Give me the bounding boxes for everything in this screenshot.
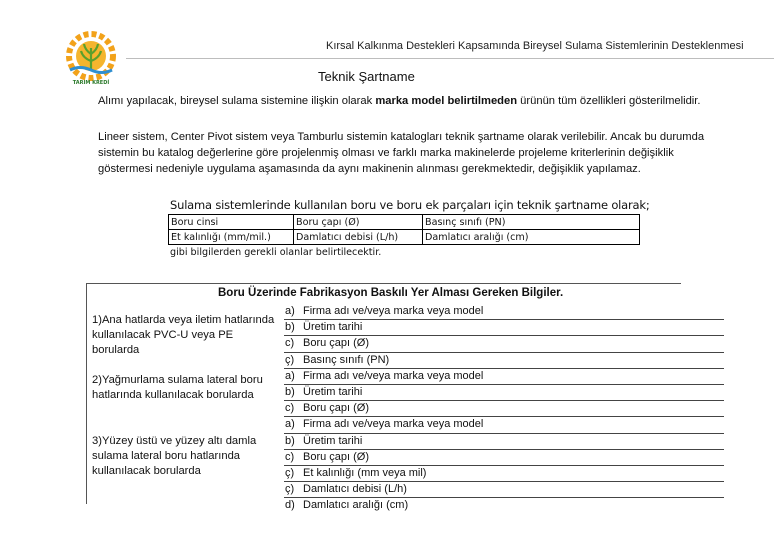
item-marker: ç) (285, 483, 295, 496)
spec-cell: Damlatıcı aralığı (cm) (423, 230, 640, 245)
list-item (284, 336, 724, 352)
spec-note: gibi bilgilerden gerekli olanlar belirtilecektir. (170, 247, 382, 258)
table-row (169, 215, 640, 230)
pipe-group-label: 1)Ana hatlarda veya iletim hatlarında kullanılacak PVC-U veya PE borularda (92, 314, 275, 356)
list-item (284, 353, 724, 369)
item-marker: ç) (285, 353, 295, 366)
list-item (284, 320, 724, 336)
table-row (169, 230, 640, 245)
item-marker: a) (285, 369, 295, 382)
paragraph1-bold: marka model belirtilmeden (375, 95, 518, 107)
item-marker: c) (285, 337, 295, 350)
item-marker: b) (285, 321, 295, 334)
item-text: Boru çapı (Ø) (303, 337, 370, 350)
header-divider (126, 58, 774, 59)
spec-cell: Damlatıcı debisi (L/h) (294, 230, 423, 245)
list-item (284, 482, 724, 498)
item-text: Damlatıcı aralığı (cm) (303, 499, 409, 512)
item-text: Üretim tarihi (303, 385, 363, 398)
item-text: Boru çapı (Ø) (303, 450, 370, 463)
paragraph-brand-requirement (98, 93, 718, 109)
spec-cell: Basınç sınıfı (PN) (423, 215, 640, 230)
list-item (284, 417, 724, 433)
spec-table (168, 214, 640, 245)
item-text: Boru çapı (Ø) (303, 402, 370, 415)
paragraph1-text: Alımı yapılacak, bireysel sulama sistemine ilişkin olarak (98, 95, 376, 107)
paragraph1-text-end: ürünün tüm özellikleri gösterilmelidir. (517, 95, 701, 107)
item-text: Et kalınlığı (mm veya mil) (303, 466, 427, 479)
item-text: Firma adı ve/veya marka veya model (303, 305, 484, 317)
list-item (284, 304, 724, 320)
spec-heading: Sulama sistemlerinde kullanılan boru ve boru ek parçaları için teknik şartname olarak; (170, 198, 650, 212)
item-text: Firma adı ve/veya marka veya model (303, 418, 484, 431)
spec-cell: Boru cinsi (169, 215, 294, 230)
item-marker: b) (285, 385, 295, 398)
header-title: Kırsal Kalkınma Destekleri Kapsamında Bireysel Sulama Sistemlerinin Desteklenmesi (326, 40, 744, 52)
item-marker: b) (285, 434, 295, 447)
item-marker: c) (285, 450, 295, 463)
list-item (284, 401, 724, 417)
item-text: Üretim tarihi (303, 434, 363, 447)
list-item (284, 498, 724, 513)
list-item (284, 369, 724, 385)
list-item (284, 466, 724, 482)
spec-cell: Boru çapı (Ø) (294, 215, 423, 230)
item-text: Firma adı ve/veya marka veya model (303, 369, 484, 382)
item-marker: c) (285, 402, 295, 415)
list-item (284, 434, 724, 450)
spec-cell: Et kalınlığı (mm/mil.) (169, 230, 294, 245)
labeling-requirements-list (284, 304, 724, 513)
item-marker: a) (285, 418, 295, 431)
item-text: Damlatıcı debisi (L/h) (303, 483, 407, 496)
pipe-group-label: 3)Yüzey üstü ve yüzey altı damla sulama lateral boru hatlarında kullanılacak borularda (92, 435, 257, 477)
document-title: Teknik Şartname (318, 69, 415, 84)
item-text: Üretim tarihi (303, 321, 363, 334)
list-item (284, 450, 724, 466)
item-marker: d) (285, 499, 295, 512)
labeling-title: Boru Üzerinde Fabrikasyon Baskılı Yer Alması Gereken Bilgiler. (218, 287, 564, 299)
logo-text: TARIM KREDİ (72, 80, 110, 86)
ministry-logo (58, 30, 124, 94)
item-marker: ç) (285, 466, 295, 479)
item-marker: a) (285, 305, 295, 317)
item-text: Basınç sınıfı (PN) (303, 353, 390, 366)
paragraph-catalog-note: Lineer sistem, Center Pivot sistem veya Tamburlu sistemin katalogları teknik şartname olarak verilebilir. Ancak bu durumda sistemin bu katalog değerlerine göre projelenmiş olması ve farklı marka makinelerde projeleme kriterlerinin değişiklik göstermesi nedeniyle uygulama aşamasında da aynı makinenin alınması gerekmektedir, değişiklik yapılamaz. (98, 131, 705, 175)
pipe-group-label: 2)Yağmurlama sulama lateral boru hatlarında kullanılacak borularda (92, 374, 263, 401)
list-item (284, 385, 724, 401)
